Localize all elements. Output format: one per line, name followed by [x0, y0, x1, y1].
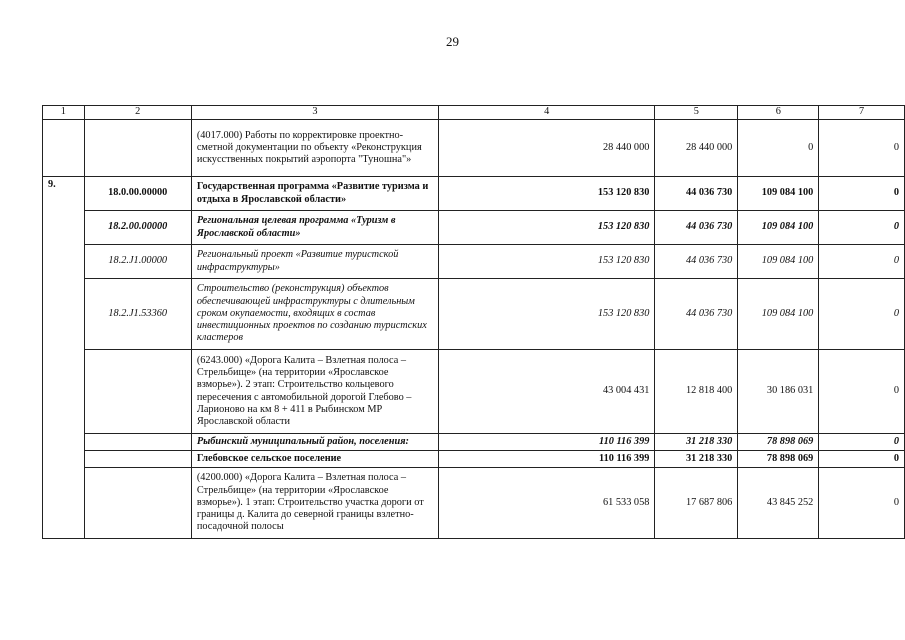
program-code-cell: 18.0.00.00000 [84, 177, 191, 211]
column-number: 2 [84, 106, 191, 120]
amount-cell: 0 [819, 350, 905, 434]
program-code-cell [84, 468, 191, 539]
amount-cell: 31 218 330 [655, 451, 738, 468]
amount-cell: 109 084 100 [738, 177, 819, 211]
row-index-cell: 9. [43, 177, 85, 539]
table-row [43, 245, 905, 279]
column-number: 6 [738, 106, 819, 120]
item-name-cell: Государственная программа «Развитие туризма и отдыха в Ярославской области» [191, 177, 438, 211]
amount-cell: 17 687 806 [655, 468, 738, 539]
column-number: 4 [438, 106, 654, 120]
column-number: 7 [819, 106, 905, 120]
column-number: 3 [191, 106, 438, 120]
budget-table [42, 105, 905, 539]
amount-cell: 0 [819, 120, 905, 177]
row-index-cell [43, 120, 85, 177]
amount-cell: 0 [819, 245, 905, 279]
amount-cell: 0 [738, 120, 819, 177]
total-amount-cell: 110 116 399 [438, 451, 654, 468]
item-name-cell: (4200.000) «Дорога Калита – Взлетная полоса – Стрельбище» (на территории «Ярославское взморье»). 1 этап: Строительство участка дороги от границы д. Калита до северной границы взлетно-посадочной полосы [191, 468, 438, 539]
program-code-cell [84, 120, 191, 177]
total-amount-cell: 110 116 399 [438, 434, 654, 451]
total-amount-cell: 43 004 431 [438, 350, 654, 434]
total-amount-cell: 61 533 058 [438, 468, 654, 539]
amount-cell: 0 [819, 451, 905, 468]
amount-cell: 0 [819, 177, 905, 211]
item-name-cell: Строительство (реконструкция) объектов обеспечивающей инфраструктуры с длительным сроком окупаемости, входящих в состав инвестиционных проектов по созданию туристских кластеров [191, 279, 438, 350]
table-row [43, 211, 905, 245]
total-amount-cell: 153 120 830 [438, 177, 654, 211]
amount-cell: 28 440 000 [655, 120, 738, 177]
table-row [43, 279, 905, 350]
amount-cell: 44 036 730 [655, 245, 738, 279]
amount-cell: 78 898 069 [738, 434, 819, 451]
table-row [43, 120, 905, 177]
amount-cell: 31 218 330 [655, 434, 738, 451]
total-amount-cell: 153 120 830 [438, 211, 654, 245]
amount-cell: 44 036 730 [655, 211, 738, 245]
table-row [43, 177, 905, 211]
table-row [43, 451, 905, 468]
amount-cell: 109 084 100 [738, 279, 819, 350]
column-number: 5 [655, 106, 738, 120]
program-code-cell: 18.2.00.00000 [84, 211, 191, 245]
column-number-row [43, 106, 905, 120]
amount-cell: 43 845 252 [738, 468, 819, 539]
program-code-cell [84, 451, 191, 468]
page-number: 29 [446, 34, 459, 49]
amount-cell: 44 036 730 [655, 279, 738, 350]
program-code-cell [84, 350, 191, 434]
amount-cell: 0 [819, 434, 905, 451]
program-code-cell: 18.2.J1.53360 [84, 279, 191, 350]
item-name-cell: Глебовское сельское поселение [191, 451, 438, 468]
amount-cell: 0 [819, 468, 905, 539]
item-name-cell: (6243.000) «Дорога Калита – Взлетная полоса – Стрельбище» (на территории «Ярославское взморье»). 2 этап: Строительство кольцевого пересечения с автомобильной дорогой Глебово – Ларионово на км 8 + 411 в Рыбинском МР Ярославской области [191, 350, 438, 434]
table-row [43, 468, 905, 539]
amount-cell: 0 [819, 211, 905, 245]
program-code-cell: 18.2.J1.00000 [84, 245, 191, 279]
item-name-cell: Региональный проект «Развитие туристской инфраструктуры» [191, 245, 438, 279]
amount-cell: 44 036 730 [655, 177, 738, 211]
table-row [43, 350, 905, 434]
amount-cell: 78 898 069 [738, 451, 819, 468]
amount-cell: 12 818 400 [655, 350, 738, 434]
total-amount-cell: 153 120 830 [438, 279, 654, 350]
program-code-cell [84, 434, 191, 451]
total-amount-cell: 28 440 000 [438, 120, 654, 177]
column-number: 1 [43, 106, 85, 120]
item-name-cell: (4017.000) Работы по корректировке проектно-сметной документации по объекту «Реконструкция искусственных покрытий аэропорта "Туношна"» [191, 120, 438, 177]
item-name-cell: Рыбинский муниципальный район, поселения: [191, 434, 438, 451]
amount-cell: 0 [819, 279, 905, 350]
table-row [43, 434, 905, 451]
amount-cell: 109 084 100 [738, 245, 819, 279]
item-name-cell: Региональная целевая программа «Туризм в Ярославской области» [191, 211, 438, 245]
amount-cell: 109 084 100 [738, 211, 819, 245]
amount-cell: 30 186 031 [738, 350, 819, 434]
total-amount-cell: 153 120 830 [438, 245, 654, 279]
